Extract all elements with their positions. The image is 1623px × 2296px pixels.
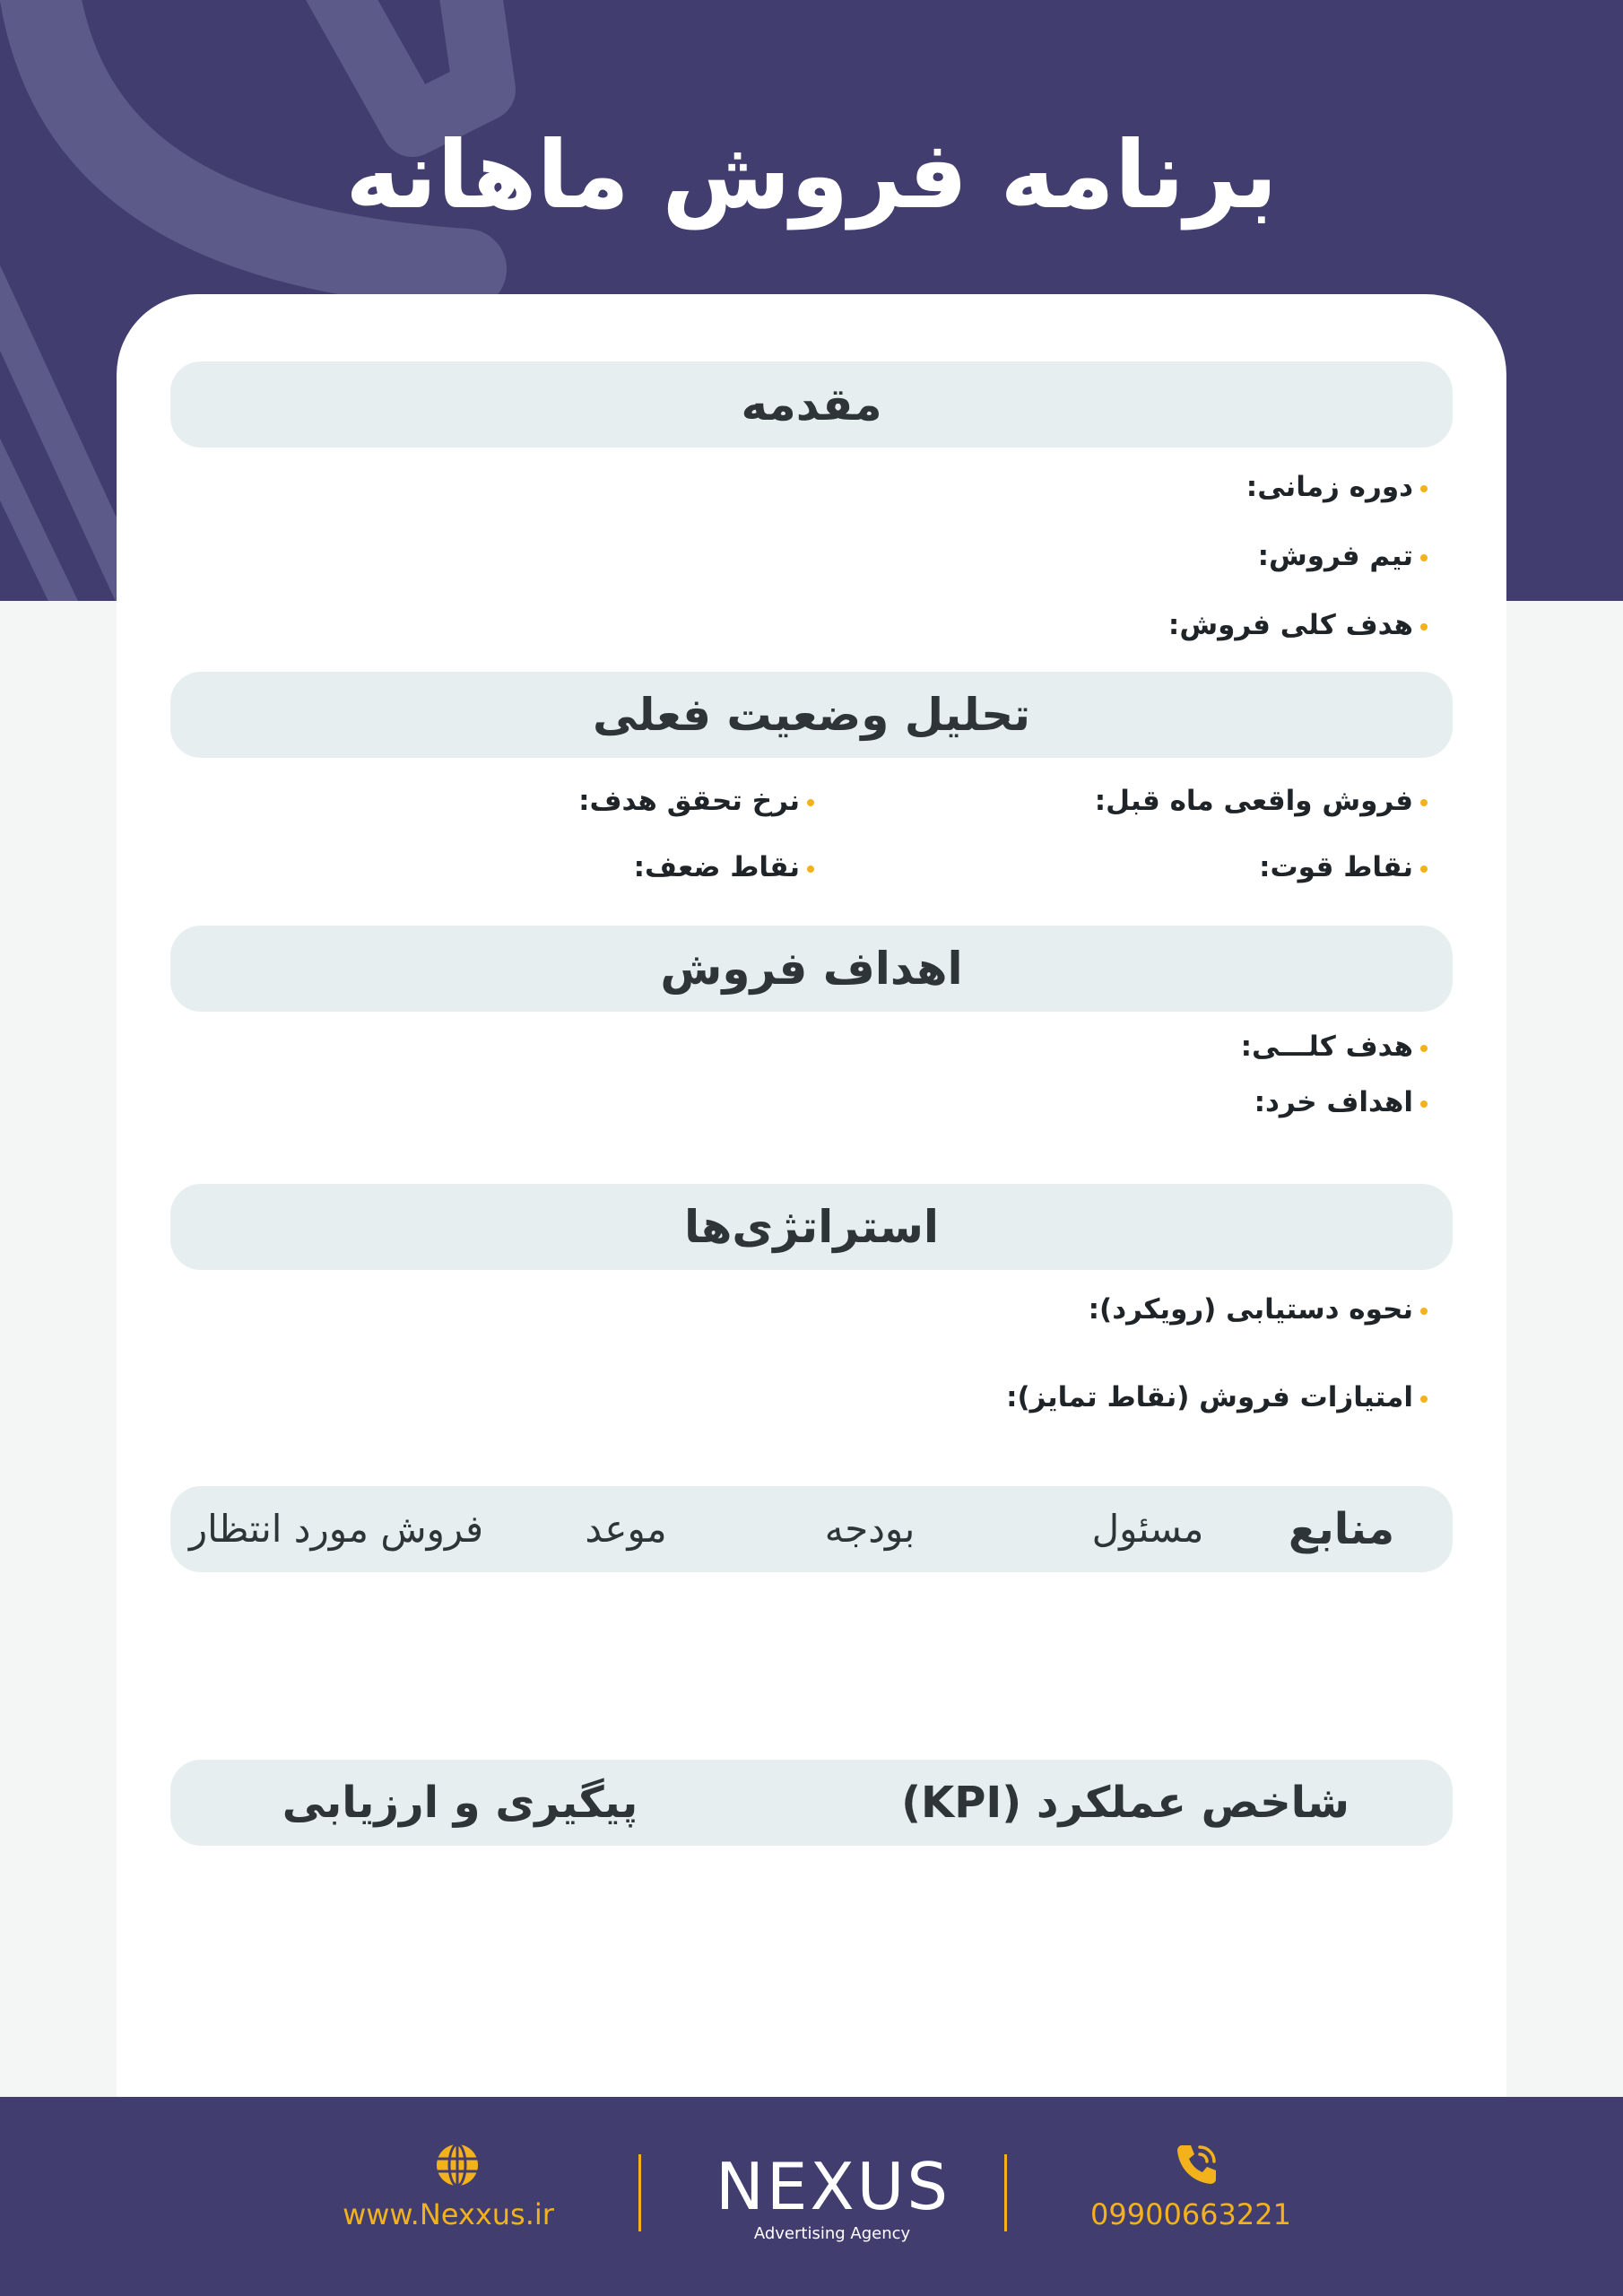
- logo-text: NEXUS: [716, 2149, 951, 2224]
- strategies-item-advantages: امتیازات فروش (نقاط تمایز):: [1006, 1379, 1428, 1415]
- column-header-responsible: مسئول: [1091, 1507, 1204, 1551]
- section-heading-analysis: تحلیل وضعیت فعلی: [170, 672, 1453, 758]
- footer-divider: [638, 2154, 641, 2231]
- goals-item-overall: هدف کلـــی:: [1241, 1029, 1428, 1065]
- goals-item-micro: اهداف خرد:: [1254, 1084, 1428, 1120]
- analysis-item-strengths: نقاط قوت:: [1259, 849, 1428, 885]
- bullet-dot: [1420, 1045, 1428, 1052]
- website-link[interactable]: www.Nexxus.ir: [343, 2197, 554, 2231]
- bullet-dot: [1420, 1100, 1428, 1108]
- intro-item-period: دوره زمانی:: [1246, 469, 1428, 505]
- phone-number[interactable]: 09900663221: [1090, 2197, 1291, 2231]
- strategies-item-approach: نحوه دستیابی (رویکرد):: [1089, 1292, 1428, 1327]
- section-heading-strategies: استراتژی‌ها: [170, 1184, 1453, 1270]
- footer: [0, 2097, 1623, 2296]
- bullet-dot: [1420, 865, 1428, 873]
- analysis-item-achievement-rate: نرخ تحقق هدف:: [578, 783, 814, 819]
- analysis-item-weaknesses: نقاط ضعف:: [634, 849, 814, 885]
- intro-item-goal: هدف کلی فروش:: [1168, 607, 1428, 643]
- analysis-item-last-month-sales: فروش واقعی ماه قبل:: [1095, 783, 1428, 819]
- column-header-deadline: موعد: [585, 1507, 667, 1551]
- column-header-kpi: شاخص عملکرد (KPI): [901, 1778, 1350, 1828]
- column-header-follow-up: پیگیری و ارزیابی: [282, 1778, 638, 1828]
- bullet-dot: [807, 799, 814, 806]
- column-header-resources: منابع: [1288, 1504, 1395, 1554]
- logo-tagline: Advertising Agency: [753, 2224, 911, 2243]
- evaluation-table-header: [170, 1760, 1453, 1846]
- globe-icon: [434, 2142, 481, 2188]
- column-header-budget: بودجه: [824, 1507, 916, 1551]
- page-title: برنامه فروش ماهانه: [345, 120, 1278, 230]
- bullet-dot: [1420, 1396, 1428, 1403]
- footer-divider: [1004, 2154, 1007, 2231]
- section-heading-goals: اهداف فروش: [170, 926, 1453, 1012]
- bullet-dot: [1420, 1308, 1428, 1315]
- bullet-dot: [1420, 554, 1428, 561]
- phone-icon: [1173, 2140, 1221, 2188]
- bullet-dot: [1420, 623, 1428, 631]
- resources-table-header: [170, 1486, 1453, 1572]
- section-heading-intro: مقدمه: [170, 361, 1453, 448]
- column-header-expected-sales: فروش مورد انتظار: [188, 1507, 484, 1551]
- bullet-dot: [807, 865, 814, 873]
- intro-item-team: تیم فروش:: [1258, 538, 1428, 574]
- bullet-dot: [1420, 799, 1428, 806]
- bullet-dot: [1420, 485, 1428, 492]
